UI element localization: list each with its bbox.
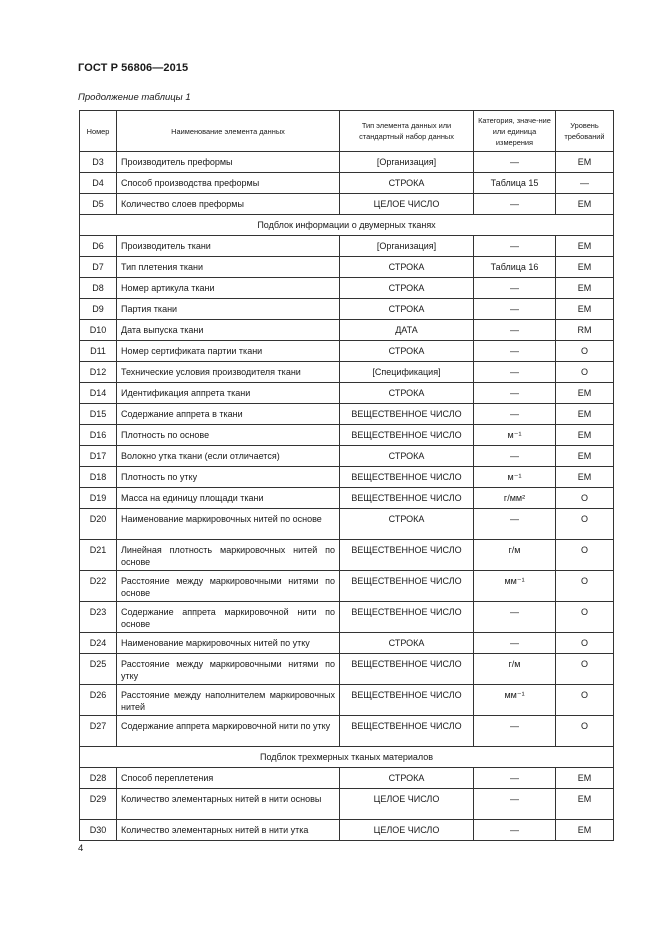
table-section-row bbox=[80, 215, 614, 236]
cell-level: EM bbox=[556, 404, 614, 425]
cell-type: ЦЕЛОЕ ЧИСЛО bbox=[340, 194, 474, 215]
cell-number: D12 bbox=[80, 362, 117, 383]
cell-level: EM bbox=[556, 768, 614, 789]
cell-number: D9 bbox=[80, 299, 117, 320]
cell-number: D5 bbox=[80, 194, 117, 215]
cell-category: — bbox=[474, 341, 556, 362]
cell-category: — bbox=[474, 236, 556, 257]
cell-category: — bbox=[474, 716, 556, 747]
cell-type: ВЕЩЕСТВЕННОЕ ЧИСЛО bbox=[340, 540, 474, 571]
section-title: Подблок информации о двумерных тканях bbox=[80, 215, 614, 236]
cell-category: мм⁻¹ bbox=[474, 571, 556, 602]
cell-level: EM bbox=[556, 820, 614, 841]
cell-type: ДАТА bbox=[340, 320, 474, 341]
cell-type: ВЕЩЕСТВЕННОЕ ЧИСЛО bbox=[340, 425, 474, 446]
table-row bbox=[80, 716, 614, 747]
cell-level: O bbox=[556, 509, 614, 540]
cell-category: — bbox=[474, 320, 556, 341]
cell-type: СТРОКА bbox=[340, 278, 474, 299]
cell-level: EM bbox=[556, 299, 614, 320]
cell-category: — bbox=[474, 820, 556, 841]
cell-name: Линейная плотность маркировочных нитей по основе bbox=[117, 540, 340, 571]
cell-category: м⁻¹ bbox=[474, 425, 556, 446]
cell-category: — bbox=[474, 602, 556, 633]
cell-level: O bbox=[556, 602, 614, 633]
cell-level: O bbox=[556, 341, 614, 362]
cell-number: D25 bbox=[80, 654, 117, 685]
table-row bbox=[80, 278, 614, 299]
cell-number: D7 bbox=[80, 257, 117, 278]
cell-type: ВЕЩЕСТВЕННОЕ ЧИСЛО bbox=[340, 488, 474, 509]
table-row bbox=[80, 768, 614, 789]
cell-name: Производитель преформы bbox=[117, 152, 340, 173]
cell-number: D22 bbox=[80, 571, 117, 602]
cell-number: D11 bbox=[80, 341, 117, 362]
cell-category: — bbox=[474, 278, 556, 299]
cell-type: ВЕЩЕСТВЕННОЕ ЧИСЛО bbox=[340, 467, 474, 488]
cell-level: EM bbox=[556, 446, 614, 467]
cell-name: Количество слоев преформы bbox=[117, 194, 340, 215]
cell-category: — bbox=[474, 404, 556, 425]
cell-type: [Организация] bbox=[340, 236, 474, 257]
cell-category: — bbox=[474, 789, 556, 820]
cell-type: ВЕЩЕСТВЕННОЕ ЧИСЛО bbox=[340, 685, 474, 716]
cell-number: D23 bbox=[80, 602, 117, 633]
table-row bbox=[80, 685, 614, 716]
cell-level: O bbox=[556, 488, 614, 509]
cell-name: Плотность по основе bbox=[117, 425, 340, 446]
table-row bbox=[80, 320, 614, 341]
cell-type: СТРОКА bbox=[340, 341, 474, 362]
cell-number: D28 bbox=[80, 768, 117, 789]
cell-name: Волокно утка ткани (если отличается) bbox=[117, 446, 340, 467]
cell-number: D30 bbox=[80, 820, 117, 841]
cell-number: D21 bbox=[80, 540, 117, 571]
table-row bbox=[80, 173, 614, 194]
cell-number: D19 bbox=[80, 488, 117, 509]
cell-type: ВЕЩЕСТВЕННОЕ ЧИСЛО bbox=[340, 716, 474, 747]
cell-name: Содержание аппрета маркировочной нити по основе bbox=[117, 602, 340, 633]
cell-number: D26 bbox=[80, 685, 117, 716]
cell-category: г/м bbox=[474, 540, 556, 571]
cell-name: Идентификация аппрета ткани bbox=[117, 383, 340, 404]
cell-number: D24 bbox=[80, 633, 117, 654]
cell-name: Наименование маркировочных нитей по утку bbox=[117, 633, 340, 654]
cell-level: EM bbox=[556, 278, 614, 299]
table-row bbox=[80, 341, 614, 362]
cell-number: D29 bbox=[80, 789, 117, 820]
table-caption: Продолжение таблицы 1 bbox=[78, 92, 191, 103]
table-row bbox=[80, 509, 614, 540]
cell-number: D15 bbox=[80, 404, 117, 425]
cell-name: Расстояние между маркировочными нитями по основе bbox=[117, 571, 340, 602]
cell-name: Дата выпуска ткани bbox=[117, 320, 340, 341]
cell-type: СТРОКА bbox=[340, 299, 474, 320]
cell-number: D8 bbox=[80, 278, 117, 299]
cell-level: EM bbox=[556, 152, 614, 173]
cell-type: ВЕЩЕСТВЕННОЕ ЧИСЛО bbox=[340, 404, 474, 425]
cell-level: — bbox=[556, 173, 614, 194]
document-header: ГОСТ Р 56806—2015 bbox=[78, 62, 189, 74]
table-row bbox=[80, 571, 614, 602]
cell-category: — bbox=[474, 633, 556, 654]
cell-type: ВЕЩЕСТВЕННОЕ ЧИСЛО bbox=[340, 571, 474, 602]
cell-name: Количество элементарных нитей в нити утка bbox=[117, 820, 340, 841]
cell-level: O bbox=[556, 362, 614, 383]
table-section-row bbox=[80, 747, 614, 768]
cell-level: EM bbox=[556, 467, 614, 488]
cell-number: D3 bbox=[80, 152, 117, 173]
cell-name: Способ производства преформы bbox=[117, 173, 340, 194]
cell-level: EM bbox=[556, 194, 614, 215]
page-number: 4 bbox=[78, 843, 84, 854]
table-row bbox=[80, 820, 614, 841]
cell-type: ЦЕЛОЕ ЧИСЛО bbox=[340, 789, 474, 820]
table-row bbox=[80, 383, 614, 404]
table-body bbox=[80, 152, 614, 841]
cell-type: СТРОКА bbox=[340, 509, 474, 540]
cell-category: — bbox=[474, 446, 556, 467]
cell-number: D16 bbox=[80, 425, 117, 446]
cell-name: Технические условия производителя ткани bbox=[117, 362, 340, 383]
table-row bbox=[80, 362, 614, 383]
cell-level: O bbox=[556, 540, 614, 571]
cell-category: г/м bbox=[474, 654, 556, 685]
cell-number: D27 bbox=[80, 716, 117, 747]
cell-category: — bbox=[474, 299, 556, 320]
table-row bbox=[80, 194, 614, 215]
cell-type: СТРОКА bbox=[340, 383, 474, 404]
table-row bbox=[80, 654, 614, 685]
cell-category: — bbox=[474, 152, 556, 173]
cell-category: — bbox=[474, 194, 556, 215]
cell-level: O bbox=[556, 685, 614, 716]
cell-level: O bbox=[556, 571, 614, 602]
cell-level: EM bbox=[556, 425, 614, 446]
cell-name: Содержание аппрета маркировочной нити по утку bbox=[117, 716, 340, 747]
cell-name: Способ переплетения bbox=[117, 768, 340, 789]
cell-type: СТРОКА bbox=[340, 173, 474, 194]
cell-name: Плотность по утку bbox=[117, 467, 340, 488]
column-header-type: Тип элемента данных или стандартный набор данных bbox=[340, 111, 474, 152]
cell-name: Наименование маркировочных нитей по основе bbox=[117, 509, 340, 540]
cell-type: СТРОКА bbox=[340, 768, 474, 789]
cell-name: Расстояние между маркировочными нитями по утку bbox=[117, 654, 340, 685]
table-row bbox=[80, 467, 614, 488]
cell-type: СТРОКА bbox=[340, 633, 474, 654]
cell-category: г/мм² bbox=[474, 488, 556, 509]
table-row bbox=[80, 446, 614, 467]
cell-number: D18 bbox=[80, 467, 117, 488]
column-header-number: Номер bbox=[80, 111, 117, 152]
cell-level: EM bbox=[556, 789, 614, 820]
cell-level: RM bbox=[556, 320, 614, 341]
cell-name: Содержание аппрета в ткани bbox=[117, 404, 340, 425]
table-header-row bbox=[80, 111, 614, 152]
cell-category: Таблица 16 bbox=[474, 257, 556, 278]
cell-number: D6 bbox=[80, 236, 117, 257]
cell-level: EM bbox=[556, 236, 614, 257]
column-header-category: Категория, значе-ние или единица измерения bbox=[474, 111, 556, 152]
table-row bbox=[80, 299, 614, 320]
cell-level: O bbox=[556, 654, 614, 685]
table-row bbox=[80, 540, 614, 571]
cell-name: Номер сертификата партии ткани bbox=[117, 341, 340, 362]
table-row bbox=[80, 488, 614, 509]
table-row bbox=[80, 789, 614, 820]
cell-category: — bbox=[474, 362, 556, 383]
cell-type: ВЕЩЕСТВЕННОЕ ЧИСЛО bbox=[340, 602, 474, 633]
section-title: Подблок трехмерных тканых материалов bbox=[80, 747, 614, 768]
table-row bbox=[80, 425, 614, 446]
table-row bbox=[80, 602, 614, 633]
cell-name: Партия ткани bbox=[117, 299, 340, 320]
cell-name: Производитель ткани bbox=[117, 236, 340, 257]
cell-level: O bbox=[556, 716, 614, 747]
column-header-name: Наименование элемента данных bbox=[117, 111, 340, 152]
cell-category: — bbox=[474, 768, 556, 789]
cell-type: ЦЕЛОЕ ЧИСЛО bbox=[340, 820, 474, 841]
cell-number: D10 bbox=[80, 320, 117, 341]
cell-level: EM bbox=[556, 257, 614, 278]
cell-type: ВЕЩЕСТВЕННОЕ ЧИСЛО bbox=[340, 654, 474, 685]
cell-number: D4 bbox=[80, 173, 117, 194]
cell-name: Тип плетения ткани bbox=[117, 257, 340, 278]
cell-level: EM bbox=[556, 383, 614, 404]
cell-type: СТРОКА bbox=[340, 446, 474, 467]
table-row bbox=[80, 404, 614, 425]
cell-name: Номер артикула ткани bbox=[117, 278, 340, 299]
cell-name: Расстояние между наполнителем маркировочных нитей bbox=[117, 685, 340, 716]
table-row bbox=[80, 236, 614, 257]
cell-type: [Спецификация] bbox=[340, 362, 474, 383]
cell-number: D17 bbox=[80, 446, 117, 467]
cell-type: СТРОКА bbox=[340, 257, 474, 278]
table-row bbox=[80, 152, 614, 173]
cell-category: м⁻¹ bbox=[474, 467, 556, 488]
cell-category: мм⁻¹ bbox=[474, 685, 556, 716]
table-row bbox=[80, 257, 614, 278]
cell-category: — bbox=[474, 509, 556, 540]
cell-name: Количество элементарных нитей в нити основы bbox=[117, 789, 340, 820]
cell-level: O bbox=[556, 633, 614, 654]
cell-category: Таблица 15 bbox=[474, 173, 556, 194]
cell-category: — bbox=[474, 383, 556, 404]
cell-number: D14 bbox=[80, 383, 117, 404]
data-elements-table bbox=[79, 110, 614, 841]
table-row bbox=[80, 633, 614, 654]
column-header-level: Уровень требований bbox=[556, 111, 614, 152]
cell-type: [Организация] bbox=[340, 152, 474, 173]
cell-number: D20 bbox=[80, 509, 117, 540]
cell-name: Масса на единицу площади ткани bbox=[117, 488, 340, 509]
